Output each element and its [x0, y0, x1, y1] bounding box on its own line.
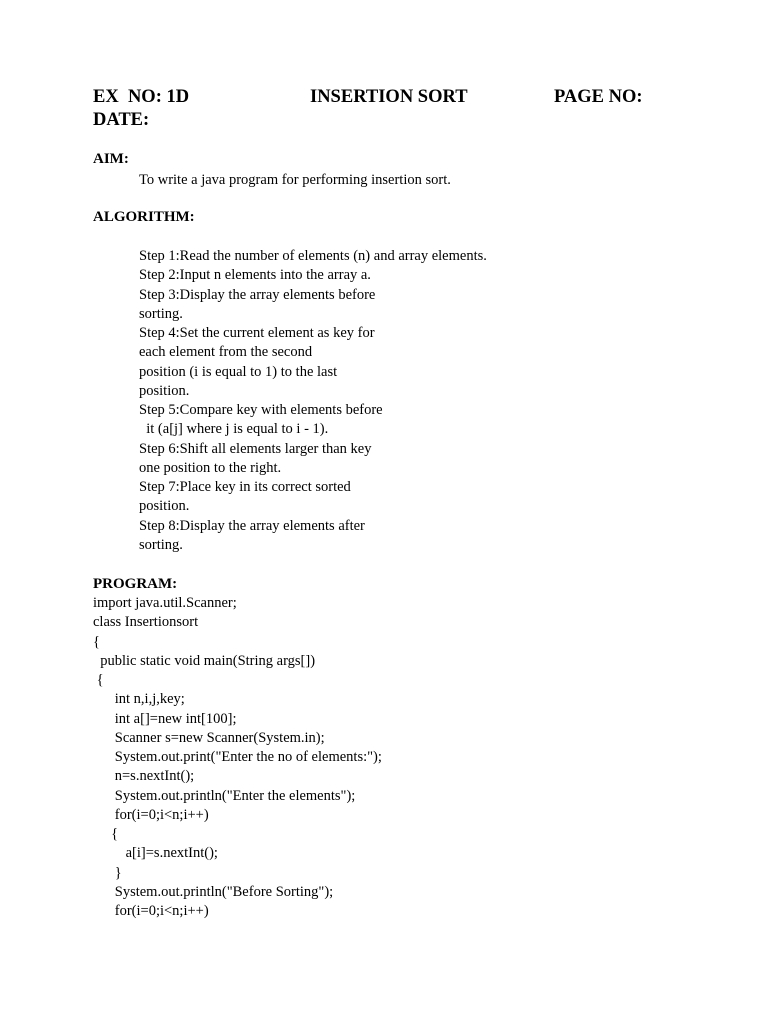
- code-line: for(i=0;i<n;i++): [93, 903, 209, 919]
- code-line: }: [93, 864, 122, 881]
- algorithm-line: Step 6:Shift all elements larger than key: [139, 440, 372, 457]
- aim-heading: AIM:: [93, 151, 129, 167]
- code-line: class Insertionsort: [93, 614, 199, 631]
- code-line: System.out.print("Enter the no of elements:");: [93, 749, 382, 765]
- code-line: for(i=0;i<n;i++): [93, 806, 209, 823]
- code-line: System.out.println("Before Sorting");: [93, 883, 334, 900]
- algorithm-line: it (a[j] where j is equal to i - 1).: [139, 421, 329, 438]
- code-line: {: [93, 672, 104, 688]
- program-code: [93, 594, 382, 921]
- algorithm-line: sorting.: [139, 536, 183, 553]
- code-line: {: [93, 633, 100, 650]
- algorithm-line: position.: [139, 382, 190, 399]
- algorithm-line: Step 3:Display the array elements before: [139, 286, 376, 303]
- code-line: import java.util.Scanner;: [93, 595, 237, 611]
- algorithm-line: each element from the second: [139, 344, 313, 361]
- algorithm-steps: [139, 247, 487, 555]
- algorithm-line: Step 1:Read the number of elements (n) and array elements.: [139, 248, 487, 264]
- algorithm-line: position.: [139, 498, 190, 515]
- document-title: INSERTION SORT: [310, 87, 468, 107]
- algorithm-line: Step 2:Input n elements into the array a.: [139, 267, 371, 284]
- algorithm-line: Step 8:Display the array elements after: [139, 517, 365, 534]
- code-line: int n,i,j,key;: [93, 691, 185, 708]
- algorithm-line: Step 5:Compare key with elements before: [139, 402, 383, 418]
- algorithm-line: one position to the right.: [139, 459, 282, 476]
- algorithm-line: Step 4:Set the current element as key for: [139, 325, 375, 341]
- code-line: public static void main(String args[]): [93, 652, 316, 669]
- code-line: n=s.nextInt();: [93, 768, 195, 785]
- code-line: Scanner s=new Scanner(System.in);: [93, 729, 325, 746]
- program-heading: PROGRAM:: [93, 576, 178, 592]
- code-line: int a[]=new int[100];: [93, 710, 237, 727]
- algorithm-line: position (i is equal to 1) to the last: [139, 363, 338, 380]
- date-label: DATE:: [93, 110, 150, 130]
- code-line: System.out.println("Enter the elements");: [93, 787, 356, 804]
- algorithm-line: sorting.: [139, 305, 183, 322]
- algorithm-line: Step 7:Place key in its correct sorted: [139, 479, 351, 495]
- aim-text: To write a java program for performing insertion sort.: [139, 172, 451, 188]
- code-line: {: [93, 826, 119, 842]
- code-line: a[i]=s.nextInt();: [93, 845, 218, 862]
- algorithm-heading: ALGORITHM:: [93, 209, 195, 225]
- exercise-number: EX NO: 1D: [93, 87, 190, 107]
- page-number-label: PAGE NO:: [554, 87, 643, 107]
